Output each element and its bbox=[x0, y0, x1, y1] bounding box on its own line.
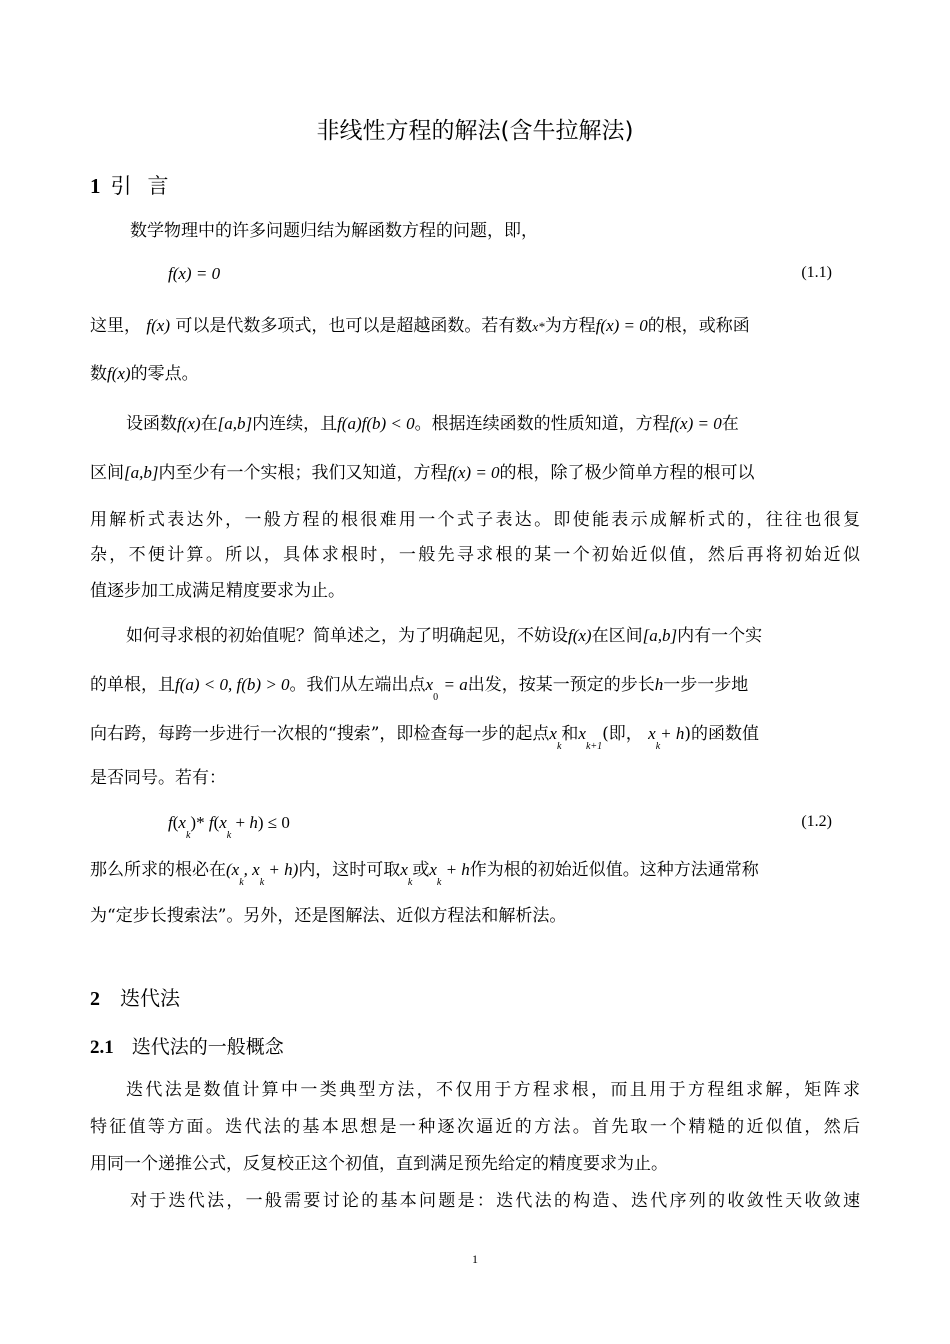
equation-1-2: $f(x_k)*$ $f(x_k + h) \le 0$ bbox=[168, 813, 290, 841]
paragraph-line: 数学物理中的许多问题归结为解函数方程的问题，即， bbox=[130, 221, 538, 241]
paragraph-line: 杂，不便计算。所以，具体求根时，一般先寻求根的某一个初始近似值，然后再将初始近似 bbox=[90, 545, 860, 565]
paragraph-line: 的单根，且f(a) < 0, f(b) > 0。我们从左端出点$x_0 = a$出发，按某一预定的步长h一步一步地 bbox=[90, 675, 749, 703]
section-2-heading: 2 迭代法 bbox=[90, 986, 180, 1010]
paragraph-line: 向右跨，每跨一步进行一次根的“搜索”，即检查每一步的起点$x_k$和$x_{k+1}$(即， $x_k+ h$)的函数值 bbox=[90, 724, 760, 752]
paragraph-line: 对于迭代法，一般需要讨论的基本问题是：迭代法的构造、迭代序列的收敛性天收敛速 bbox=[130, 1191, 860, 1211]
paragraph-line: 为“定步长搜索法”。另外，还是图解法、近似方程法和解析法。 bbox=[90, 906, 567, 926]
equation-1-1: f(x) = 0 bbox=[168, 264, 221, 283]
paragraph-line: 如何寻求根的初始值呢？简单述之，为了明确起见，不妨设f(x)在区间[a,b]内有一个实 bbox=[126, 626, 763, 646]
paragraph-line: 区间[a,b]内至少有一个实根；我们又知道，方程f(x) = 0的根，除了极少简单方程的根可以 bbox=[90, 463, 755, 483]
paragraph-line: 用解析式表达外，一般方程的根很难用一个式子表达。即使能表示成解析式的，往往也很复 bbox=[90, 510, 860, 530]
paragraph-line: 迭代法是数值计算中一类典型方法，不仅用于方程求根，而且用于方程组求解，矩阵求 bbox=[126, 1080, 860, 1100]
paragraph-line: 值逐步加工成满足精度要求为止。 bbox=[90, 581, 345, 601]
paragraph-line: 特征值等方面。迭代法的基本思想是一种逐次逼近的方法。首先取一个精糙的近似值，然后 bbox=[90, 1117, 860, 1137]
section-number: 1 bbox=[90, 174, 101, 198]
section-label: 引言 bbox=[110, 174, 185, 198]
paragraph-line: 这里， f(x) 可以是代数多项式，也可以是超越函数。若有数x*为方程f(x) = 0的根，或称函 bbox=[90, 316, 750, 336]
paragraph-line: 设函数f(x)在[a,b]内连续，且f(a)f(b) < 0。根据连续函数的性质知道，方程f(x) = 0在 bbox=[126, 414, 739, 434]
paragraph-line: 是否同号。若有： bbox=[90, 768, 226, 788]
section-2-1-heading: 2.1 迭代法的一般概念 bbox=[90, 1036, 284, 1058]
section-1-heading bbox=[90, 170, 185, 200]
paragraph-line: 那么所求的根必在($x_k$, $x_k + h$)内，这时可取$x_k$或$x_k + h$作为根的初始近似值。这种方法通常称 bbox=[90, 860, 759, 888]
page-number: 1 bbox=[472, 1252, 478, 1266]
page-title: 非线性方程的解法(含牛拉解法) bbox=[316, 118, 634, 144]
equation-number: (1.1) bbox=[801, 264, 832, 281]
equation-number: (1.2) bbox=[801, 813, 832, 830]
paragraph-line: 用同一个递推公式，反复校正这个初值，直到满足预先给定的精度要求为止。 bbox=[90, 1154, 668, 1174]
paragraph-line: 数f(x)的零点。 bbox=[90, 364, 199, 384]
